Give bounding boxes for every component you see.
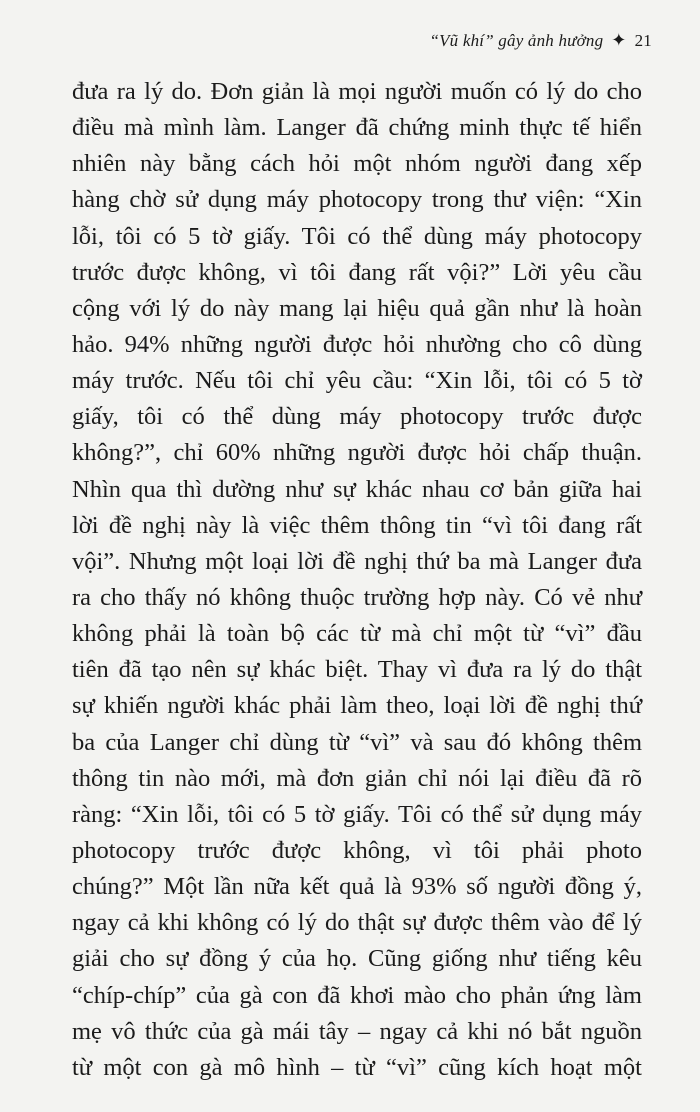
text-line: đưa ra lý do. Đơn giản là mọi người muốn có lý do cho — [72, 78, 642, 105]
text-line: chúng?” Một lần nữa kết quả là 93% số người đồng ý, — [72, 873, 642, 901]
text-line: hảo. 94% những người được hỏi nhường cho cô dùng — [72, 330, 642, 358]
star-ornament-icon: ✦ — [611, 30, 627, 50]
text-line: không?”, chỉ 60% những người được hỏi chấp thuận. — [72, 439, 642, 467]
text-line: hàng chờ sử dụng máy photocopy trong thư viện: “Xin — [72, 186, 642, 214]
body-paragraph — [72, 74, 642, 1086]
text-line: ràng: “Xin lỗi, tôi có 5 tờ giấy. Tôi có thể sử dụng máy — [72, 800, 642, 828]
text-line: ra cho thấy nó không thuộc trường hợp này. Có vẻ như — [72, 583, 642, 611]
text-line: trước được không, vì tôi đang rất vội?” Lời yêu cầu — [72, 258, 642, 286]
text-line: lỗi, tôi có 5 tờ giấy. Tôi có thể dùng máy photocopy — [72, 222, 642, 250]
text-line: thông tin nào mới, mà đơn giản chỉ nói lại điều đã rõ — [72, 764, 642, 792]
running-head — [429, 30, 652, 51]
text-line: vội”. Nhưng một loại lời đề nghị thứ ba mà Langer đưa — [72, 547, 642, 575]
text-line: giấy, tôi có thể dùng máy photocopy trước được — [72, 403, 642, 431]
text-line: từ một con gà mô hình – từ “vì” cũng kích hoạt một — [72, 1053, 642, 1081]
text-line: máy trước. Nếu tôi chỉ yêu cầu: “Xin lỗi, tôi có 5 tờ — [72, 367, 642, 395]
text-line: giải cho sự đồng ý của họ. Cũng giống như tiếng kêu — [72, 945, 642, 973]
text-line: điều mà mình làm. Langer đã chứng minh thực tế hiển — [72, 114, 642, 142]
text-line: lời đề nghị này là việc thêm thông tin “vì tôi đang rất — [72, 511, 642, 539]
text-line: sự khiến người khác phải làm theo, loại lời đề nghị thứ — [72, 692, 642, 720]
text-line: ba của Langer chỉ dùng từ “vì” và sau đó không thêm — [72, 728, 642, 756]
text-line: photocopy trước được không, vì tôi phải photo — [72, 836, 642, 864]
text-line: “chíp-chíp” của gà con đã khơi mào cho phản ứng làm — [72, 981, 642, 1009]
text-line: cộng với lý do này mang lại hiệu quả gần như là hoàn — [72, 294, 642, 322]
text-line: ngay cả khi không có lý do thật sự được thêm vào để lý — [72, 909, 642, 937]
text-line: Nhìn qua thì dường như sự khác nhau cơ bản giữa hai — [72, 475, 642, 503]
text-line: nhiên này bằng cách hỏi một nhóm người đang xếp — [72, 150, 642, 178]
text-line: tiên đã tạo nên sự khác biệt. Thay vì đưa ra lý do thật — [72, 656, 642, 684]
text-line: mẹ vô thức của gà mái tây – ngay cả khi nó bắt nguồn — [72, 1017, 642, 1045]
running-head-title: “Vũ khí” gây ảnh hưởng — [429, 31, 604, 50]
page-number: 21 — [634, 31, 652, 50]
text-line: không phải là toàn bộ các từ mà chỉ một từ “vì” đầu — [72, 620, 642, 648]
